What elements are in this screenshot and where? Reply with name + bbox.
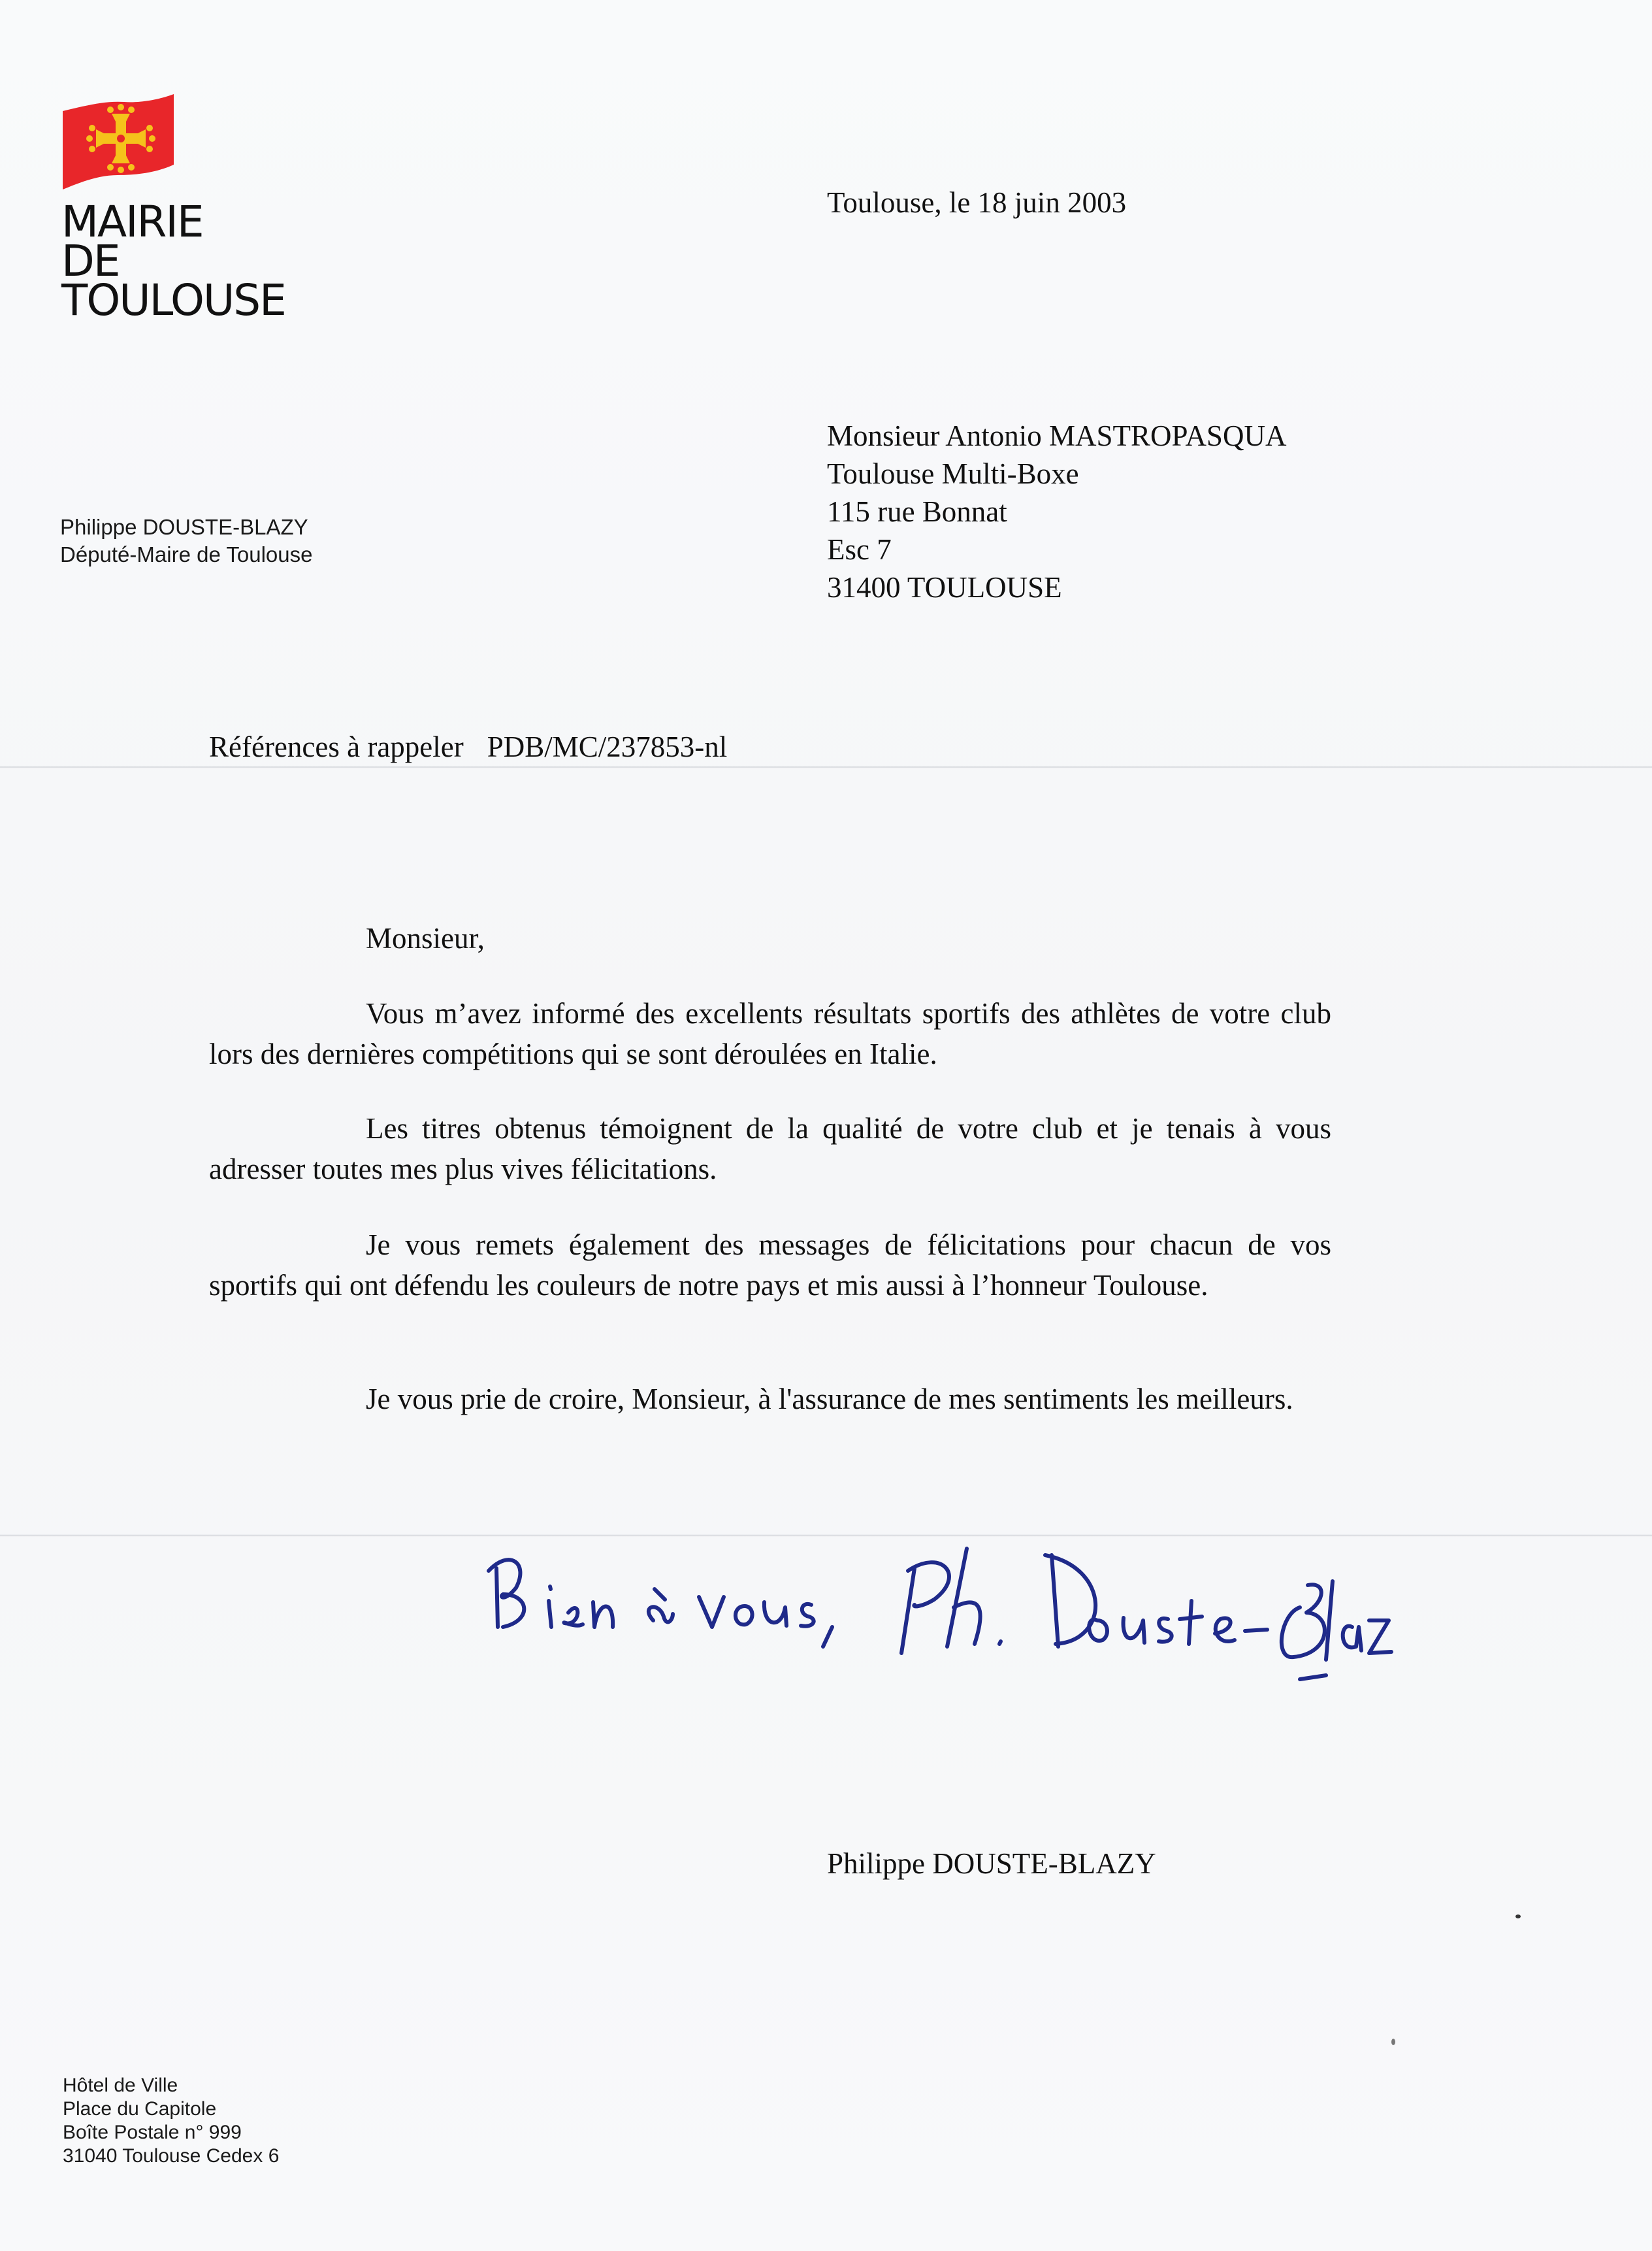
mairie-logo-text (61, 197, 285, 325)
body-paragraph: Je vous prie de croire, Monsieur, à l'assurance de mes sentiments les meilleurs. (366, 1383, 1293, 1415)
footer-address-line: Hôtel de Ville (63, 2075, 178, 2096)
recipient-staircase: Esc 7 (827, 533, 892, 566)
references-label: Références à rappeler (209, 731, 464, 763)
footer-address-line: Place du Capitole (63, 2098, 217, 2120)
recipient-street: 115 rue Bonnat (827, 495, 1007, 528)
paper-speck (1391, 2039, 1395, 2045)
author-name: Philippe DOUSTE-BLAZY (60, 515, 308, 539)
paper-fold-line (0, 766, 1652, 768)
recipient-name: Monsieur Antonio MASTROPASQUA (827, 419, 1287, 452)
letter-date: Toulouse, le 18 juin 2003 (827, 186, 1127, 219)
recipient-organization: Toulouse Multi-Boxe (827, 457, 1079, 490)
salutation: Monsieur, (366, 922, 485, 955)
paper-speck (1515, 1914, 1521, 1918)
references-line (209, 730, 727, 764)
footer-address-line: Boîte Postale n° 999 (63, 2122, 242, 2143)
handwritten-signature (483, 1529, 1398, 1777)
recipient-address (827, 417, 1286, 606)
footer-address (63, 2074, 279, 2168)
signature-name: Philippe DOUSTE-BLAZY (827, 1847, 1156, 1880)
body-paragraph: Les titres obtenus témoignent de la qualité de votre club et je tenais à vous adresser toutes mes plus vives félicitations. (209, 1112, 1331, 1185)
logo-line: DE (61, 236, 120, 286)
body-paragraph: Vous m’avez informé des excellents résultats sportifs des athlètes de votre club lors des dernières compétitions qui se sont déroulées en Italie. (209, 997, 1331, 1070)
logo-line: TOULOUSE (61, 275, 285, 325)
footer-address-line: 31040 Toulouse Cedex 6 (63, 2145, 280, 2167)
author-block (60, 514, 312, 568)
occitan-cross-flag-icon (59, 91, 176, 196)
recipient-city: 31400 TOULOUSE (827, 571, 1062, 604)
author-title: Député-Maire de Toulouse (60, 542, 313, 567)
logo-line: MAIRIE (61, 197, 203, 247)
references-code: PDB/MC/237853-nl (487, 731, 728, 763)
body-paragraph: Je vous remets également des messages de félicitations pour chacun de vos sportifs qui ont défendu les couleurs de notre pays et mis aussi à l’honneur Toulouse. (209, 1228, 1331, 1302)
